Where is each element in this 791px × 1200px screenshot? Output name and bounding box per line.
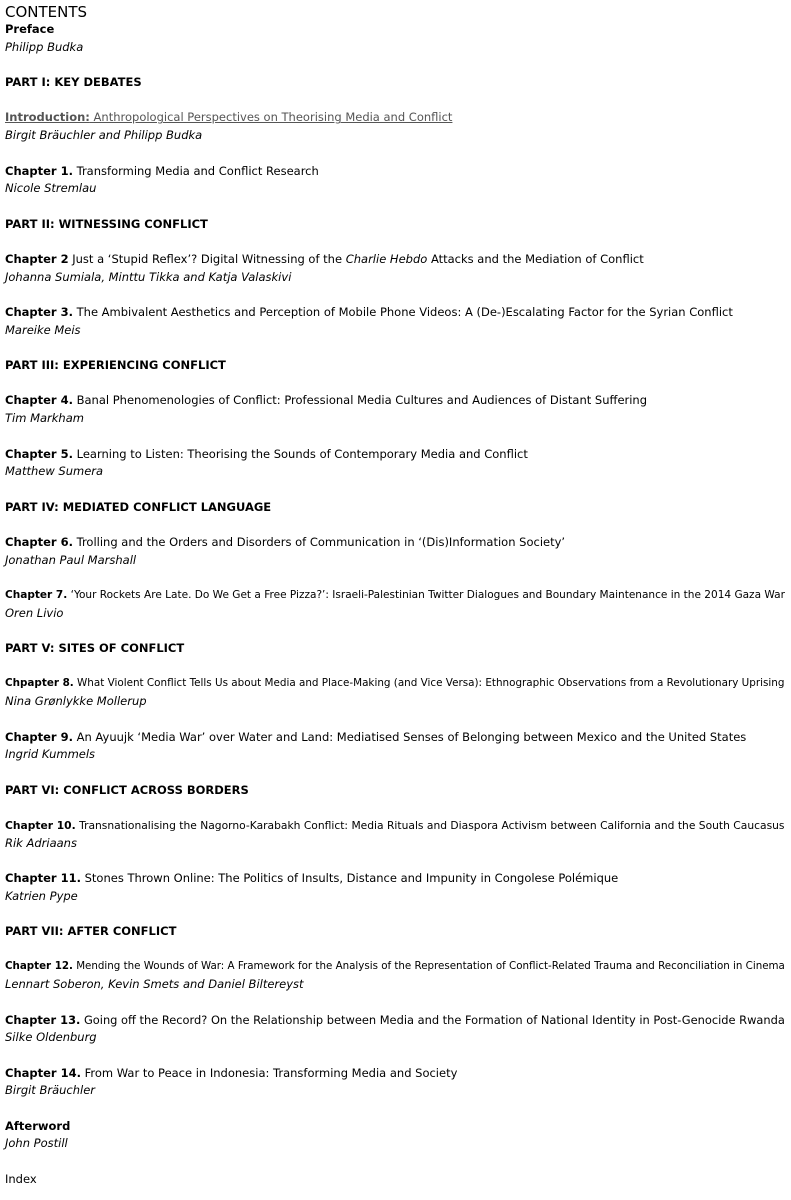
chapter-entry-9 (5, 729, 791, 764)
chapter-entry-2 (5, 251, 791, 286)
part-heading: PART VI: CONFLICT ACROSS BORDERS (5, 782, 249, 797)
chapter-title-line (5, 958, 791, 976)
chapter-author: Lennart Soberon, Kevin Smets and Daniel Biltereyst (5, 977, 304, 992)
chapter-title: Banal Phenomenologies of Conflict: Professional Media Cultures and Audiences of Distant Suffering (72, 393, 648, 408)
chapter-label: Chapter 14. (5, 1065, 81, 1080)
chapter-entry-6 (5, 534, 791, 569)
chapter-title-italic: Charlie Hebdo (345, 251, 428, 266)
chapter-title-line[interactable] (5, 109, 791, 127)
chapter-label: Chapter 3. (5, 305, 73, 319)
chapter-title: Learning to Listen: Theorising the Sounds of Contemporary Media and Conflict (72, 446, 528, 461)
part-heading: PART III: EXPERIENCING CONFLICT (5, 358, 226, 373)
chapter-entry-10 (5, 817, 791, 852)
chapter-label: Chapter 1. (5, 163, 73, 178)
chapter-title: What Violent Conflict Tells Us about Media and Place-Making (and Vice Versa): Ethnographic Observations from a Revolutionary Uprising (73, 677, 785, 690)
chapter-label: Chapter 12. (5, 960, 73, 973)
spacer (5, 569, 791, 587)
chapter-label: Chapter 6. (5, 534, 73, 549)
spacer (5, 941, 791, 959)
chapter-title: Transforming Media and Conflict Research (72, 163, 319, 178)
chapter-label[interactable]: Introduction: (5, 110, 90, 125)
chapter-title: Trolling and the Orders and Disorders of Communication in ‘(Dis)Information Society’ (72, 534, 566, 549)
chapter-author: Nina Grønlykke Mollerup (5, 694, 147, 709)
chapter-title: Mending the Wounds of War: A Framework for the Analysis of the Representation of Conflict-Related Trauma and Reconciliation in Cinema (72, 960, 785, 973)
chapter-author: Matthew Sumera (5, 464, 104, 479)
chapter-title-part: Attacks and the Mediation of Conflict (427, 251, 644, 266)
chapter-entry-introduction[interactable] (5, 109, 791, 144)
preface-entry (5, 21, 791, 56)
chapter-entry-14 (5, 1065, 791, 1100)
chapter-title-line (5, 534, 791, 552)
chapter-title-line (5, 817, 791, 835)
chapter-author: Oren Livio (5, 605, 64, 620)
chapter-title-part: Just a ‘Stupid Reflex’? Digital Witnessing of the (68, 251, 346, 266)
chapter-title: An Ayuujk ‘Media War’ over Water and Land: Mediatised Senses of Belonging between Mexico and the United States (72, 729, 747, 744)
spacer (5, 764, 791, 782)
chapter-label: Chapter 4. (5, 393, 73, 408)
chapter-label: Chapter 9. (5, 729, 73, 744)
chapter-author: Jonathan Paul Marshall (5, 552, 137, 567)
chapter-entry-3 (5, 304, 791, 339)
chapter-author: Mareike Meis (5, 322, 81, 337)
spacer (5, 1047, 791, 1065)
chapter-author: Birgit Bräuchler (5, 1083, 96, 1098)
chapter-title-line (5, 251, 791, 269)
spacer (5, 516, 791, 534)
spacer (5, 852, 791, 870)
chapter-title-line (5, 870, 791, 888)
spacer (5, 92, 791, 110)
chapter-title-line (5, 1012, 791, 1030)
chapter-label: Chapter 13. (5, 1012, 81, 1027)
spacer (5, 994, 791, 1012)
chapter-title-line (5, 392, 791, 410)
chapter-title-line (5, 163, 791, 181)
chapter-label: Chapter 2 (5, 251, 69, 266)
chapter-label: Chapter 10. (5, 818, 76, 832)
afterword-label: Afterword (5, 1118, 71, 1133)
chapter-title[interactable]: Anthropological Perspectives on Theorising Media and Conflict (89, 110, 453, 125)
afterword-author: John Postill (5, 1136, 68, 1151)
chapter-title-line (5, 304, 791, 322)
index-entry: Index (5, 1171, 37, 1186)
preface-author: Philipp Budka (5, 39, 84, 54)
chapter-label: Chapter 7. (5, 589, 68, 601)
chapter-entry-5 (5, 446, 791, 481)
chapter-entry-13 (5, 1012, 791, 1047)
chapter-entry-11 (5, 870, 791, 905)
part-heading: PART V: SITES OF CONFLICT (5, 641, 185, 656)
chapter-label: Chpapter 8. (5, 677, 74, 690)
spacer (5, 375, 791, 393)
part-heading: PART VII: AFTER CONFLICT (5, 924, 177, 939)
spacer (5, 711, 791, 729)
chapter-author: Nicole Stremlau (5, 181, 97, 196)
part-heading: PART IV: MEDIATED CONFLICT LANGUAGE (5, 499, 272, 514)
chapter-author: Katrien Pype (5, 888, 78, 903)
spacer (5, 1100, 791, 1118)
chapter-title-line (5, 675, 791, 693)
chapter-entry-4 (5, 392, 791, 427)
chapter-title-line (5, 729, 791, 747)
chapter-title-line (5, 587, 791, 605)
chapter-author: Johanna Sumiala, Minttu Tikka and Katja Valaskivi (5, 269, 292, 284)
chapter-title: Transnationalising the Nagorno-Karabakh Conflict: Media Rituals and Diaspora Activism between California and the South Caucasus (75, 818, 785, 832)
spacer (5, 145, 791, 163)
spacer (5, 658, 791, 676)
chapter-author: Birgit Bräuchler and Philipp Budka (5, 128, 203, 143)
introduction-link[interactable] (5, 110, 452, 124)
chapter-title: ‘Your Rockets Are Late. Do We Get a Free Pizza?’: Israeli-Palestinian Twitter Dialogues and Boundary Maintenance in the 2014 Gaza War (67, 589, 785, 601)
chapter-title: Stones Thrown Online: The Politics of Insults, Distance and Impunity in Congolese Polémique (80, 871, 619, 885)
part-heading: PART I: KEY DEBATES (5, 75, 142, 90)
chapter-title: The Ambivalent Aesthetics and Perception of Mobile Phone Videos: A (De-)Escalating Factor for the Syrian Conflict (72, 305, 733, 319)
spacer (5, 481, 791, 499)
spacer (5, 905, 791, 923)
chapter-author: Tim Markham (5, 411, 84, 426)
contents-heading: CONTENTS (5, 3, 88, 21)
spacer (5, 56, 791, 74)
spacer (5, 622, 791, 640)
chapter-entry-12 (5, 958, 791, 993)
chapter-author: Ingrid Kummels (5, 747, 96, 762)
chapter-entry-7 (5, 587, 791, 622)
spacer (5, 286, 791, 304)
chapter-label: Chapter 5. (5, 446, 73, 461)
chapter-author: Silke Oldenburg (5, 1030, 97, 1045)
chapter-title: From War to Peace in Indonesia: Transforming Media and Society (80, 1065, 458, 1080)
chapter-title-line (5, 1065, 791, 1083)
spacer (5, 339, 791, 357)
chapter-title: Going off the Record? On the Relationship between Media and the Formation of National Identity in Post-Genocide Rwanda (80, 1012, 785, 1027)
chapter-author: Rik Adriaans (5, 835, 77, 850)
chapter-label: Chapter 11. (5, 871, 81, 885)
part-heading: PART II: WITNESSING CONFLICT (5, 216, 208, 231)
spacer (5, 233, 791, 251)
chapter-entry-1 (5, 163, 791, 198)
spacer (5, 1153, 791, 1171)
spacer (5, 799, 791, 817)
spacer (5, 198, 791, 216)
afterword-entry (5, 1118, 791, 1153)
chapter-entry-8 (5, 675, 791, 710)
spacer (5, 428, 791, 446)
preface-label: Preface (5, 22, 55, 36)
chapter-title-line (5, 446, 791, 464)
